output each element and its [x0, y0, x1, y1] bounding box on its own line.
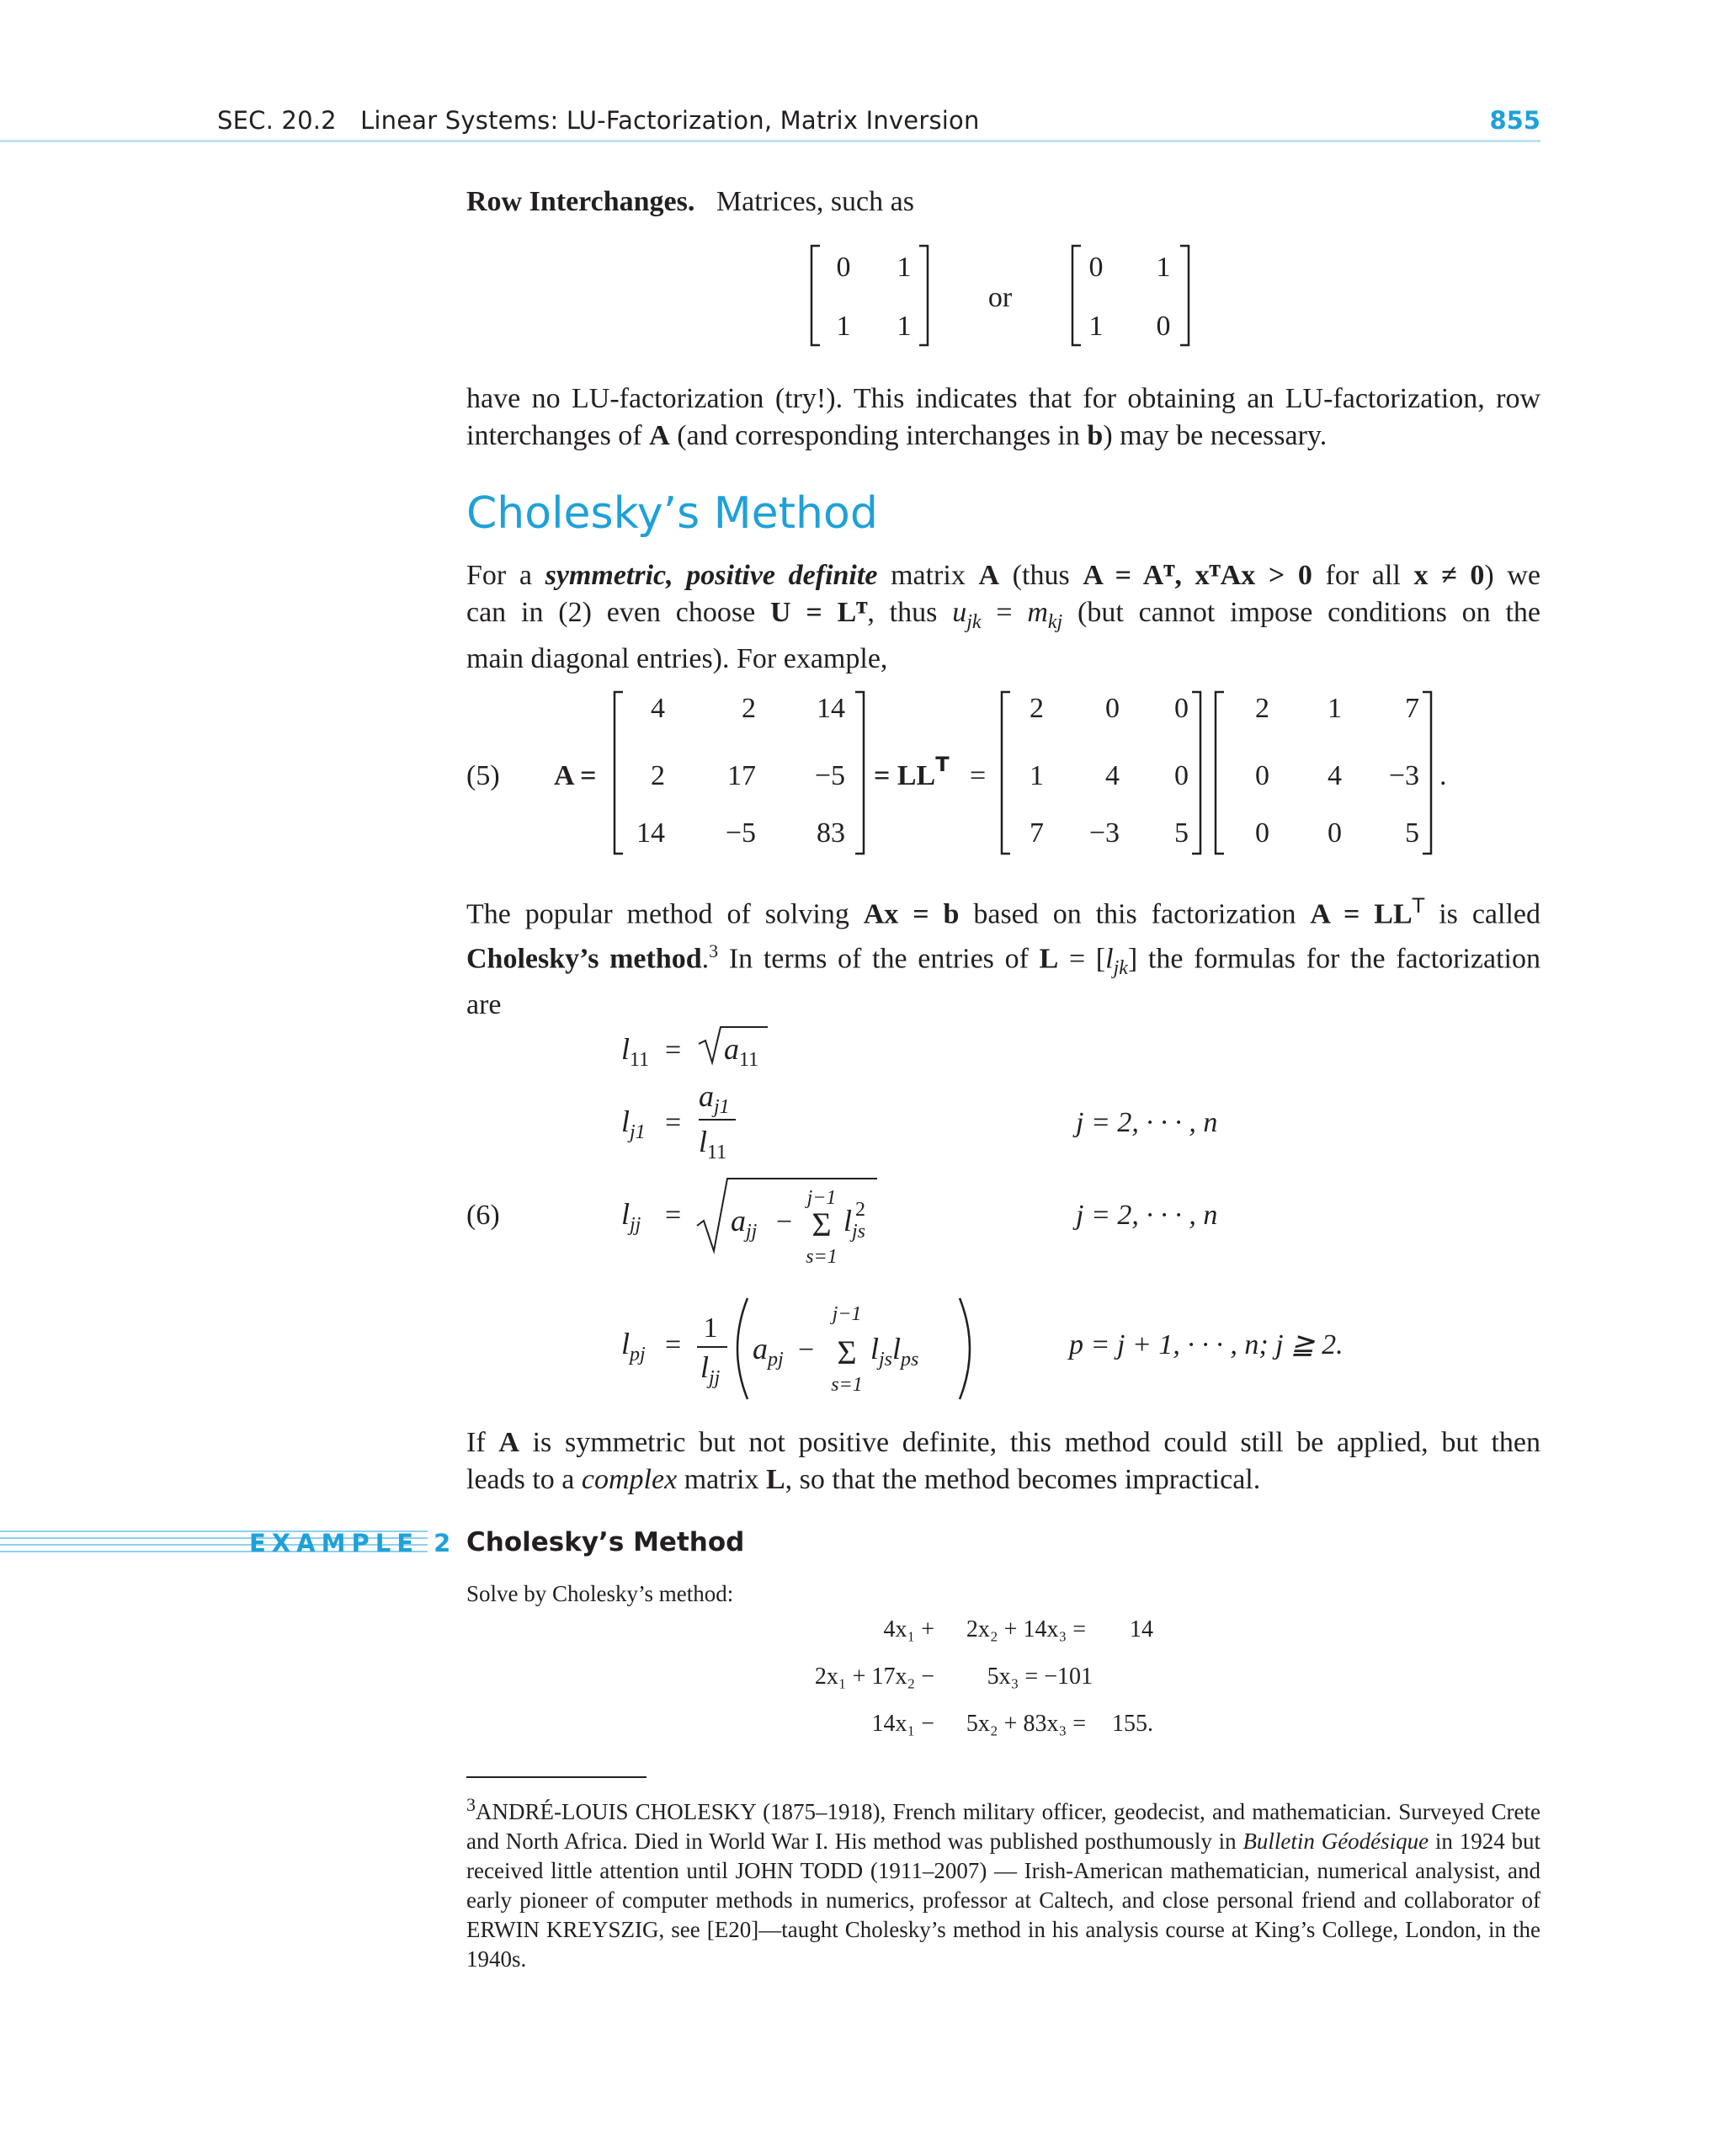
matrix-a-cell: 17: [727, 760, 756, 791]
f-lj1: $l_{j1}$: [621, 1105, 646, 1143]
matrix-l-cell: 5: [1174, 817, 1189, 849]
system-term: 2x₁ + 17x₂ −: [814, 1664, 934, 1690]
matrix-a: [636, 693, 845, 849]
example-intro: Solve by Cholesky’s method:: [466, 1581, 734, 1606]
matrix-a-cell: 2: [651, 760, 665, 791]
condition-1: j = 2, · · · , n: [1076, 1107, 1218, 1138]
equation-6-label: (6): [466, 1200, 500, 1231]
matrix-lt-cell: 0: [1255, 760, 1269, 791]
f-ljj: $l_{jj}$: [621, 1197, 641, 1236]
condition-3: p = j + 1, · · · , n; j ≧ 2.: [1069, 1329, 1344, 1360]
matrix-b-cell: 0: [1156, 311, 1171, 342]
matrix-l-cell: 7: [1030, 817, 1044, 849]
sigma-icon: Σ: [811, 1206, 832, 1243]
matrix-a-cell: −5: [814, 760, 845, 791]
matrix-l-cell: −3: [1088, 817, 1120, 849]
matrix-lt-cell: 1: [1328, 693, 1342, 724]
svg-text:2: 2: [855, 1199, 865, 1221]
svg-text:−: −: [776, 1206, 793, 1238]
f-ljs-sq: $l_{js}$: [843, 1204, 866, 1243]
sigma-icon: Σ: [837, 1334, 857, 1371]
matrix-a-cell: 14: [636, 817, 665, 849]
svg-text:=: =: [665, 1035, 682, 1066]
svg-text:−: −: [798, 1334, 815, 1365]
condition-2: j = 2, · · · , n: [1076, 1200, 1218, 1231]
eq5-equals: =: [970, 760, 987, 791]
cholesky-intro: For a symmetric, positive definite matrix A (thus A = Aᵀ, xᵀAx > 0 for all x ≠ 0) we can in (2) even choose U = Lᵀ, thus $u_{jk} = m_{kj}$ (but cannot impose conditions on the main diagonal entries). For example,: [466, 560, 1540, 674]
matrix-l-cell: 1: [1030, 760, 1044, 791]
matrix-l-cell: 0: [1174, 760, 1189, 791]
matrix-a-cell: 0: [836, 252, 851, 283]
f-ljj-den: $l_{jj}$: [700, 1350, 721, 1389]
f-ajj: $a_{jj}$: [731, 1204, 758, 1243]
matrix-a-cell: −5: [725, 817, 756, 849]
system-equations: [815, 1616, 1153, 1737]
svg-text:=: =: [665, 1107, 682, 1138]
example-matrices: [800, 241, 1204, 350]
matrix-lt-cell: 7: [1405, 693, 1419, 724]
f-ljs-lps: $l_{js}l_{ps}$: [870, 1332, 919, 1371]
system-term: 14x₁ −: [871, 1711, 934, 1737]
row-interchanges-paragraph: have no LU-factorization (try!). This indicates that for obtaining an LU-factorization, row interchanges of A (and corresponding interchanges in b) may be necessary.: [466, 383, 1540, 451]
cholesky-remark: If A is symmetric but not positive definite, this method could still be applied, but then leads to a complex matrix L, so that the method becomes impractical.: [466, 1427, 1540, 1495]
system-term: 14: [1130, 1616, 1153, 1642]
example-label: EXAMPLE 2: [249, 1529, 457, 1557]
matrix-l: [1030, 693, 1189, 849]
equation-5-label: (5): [466, 760, 500, 791]
sum-upper: j−1: [832, 1303, 862, 1325]
matrix-lt-cell: 4: [1328, 760, 1342, 791]
eq5-a: A =: [554, 760, 597, 791]
matrix-b-cell: 1: [1156, 252, 1171, 283]
matrix-a-cell: 14: [817, 693, 845, 724]
system-term: 2x₂ + 14x₃ =: [966, 1616, 1086, 1642]
f-a11: $a_{11}$: [724, 1032, 759, 1071]
row-interchanges-text: Matrices, such as: [716, 186, 914, 217]
matrix-lt-cell: 5: [1405, 817, 1419, 849]
section-title: Cholesky’s Method: [466, 488, 878, 539]
sum-upper: j−1: [806, 1187, 837, 1209]
row-interchanges-heading: Row Interchanges.: [466, 186, 695, 217]
eq5-period: .: [1439, 760, 1447, 791]
f-apj: $a_{pj}$: [753, 1332, 784, 1371]
matrix-lt: [1255, 693, 1419, 849]
matrix-b-cell: 0: [1088, 252, 1104, 283]
footnote-rule: [466, 1776, 646, 1778]
sum-lower: s=1: [831, 1374, 863, 1396]
matrix-l-cell: 2: [1030, 693, 1044, 724]
matrix-lt-cell: 0: [1255, 817, 1269, 849]
matrix-l-cell: 0: [1105, 693, 1120, 724]
row-interchanges-intro: [466, 184, 1540, 221]
matrix-a-cell: 1: [897, 252, 912, 283]
matrix-a-cell: 1: [897, 311, 912, 342]
system-term: 155.: [1112, 1711, 1153, 1737]
matrix-a-cell: 1: [836, 311, 851, 342]
matrix-lt-cell: 0: [1328, 817, 1342, 849]
f-l11-den: $l_{11}$: [699, 1125, 727, 1163]
svg-text:=: =: [665, 1200, 682, 1231]
header-section: SEC. 20.2: [217, 106, 337, 135]
or-text: or: [987, 282, 1013, 313]
footnote: $^3$ANDRÉ-LOUIS CHOLESKY (1875–1918), French military officer, geodecist, and mathematician. Surveyed Crete and North Africa. Died in World War I. His method was published posthumously in Bulletin Géodésique in 1924 but received little attention until JOHN TODD (1911–2007) — Irish-American mathematician, numerical analysist, and early pioneer of computer methods in numerics, professor at Caltech, and close personal friend and collaborator of ERWIN KREYSZIG, see [E20]—taught Cholesky’s method in his analysis course at King’s College, London, in the 1940s.: [466, 1794, 1540, 1972]
right-paren: [960, 1298, 970, 1399]
system-term: 4x₁ +: [883, 1616, 934, 1642]
matrix-l-cell: 0: [1174, 693, 1189, 724]
equation-5: [466, 689, 1477, 857]
eq5-ll: = $LL^T$: [874, 753, 950, 791]
system-term: 5x₂ + 83x₃ =: [966, 1711, 1086, 1737]
header-title: Linear Systems: LU-Factorization, Matrix Inversion: [360, 106, 980, 135]
f-l11: $l_{11}$: [621, 1032, 650, 1071]
f-aj1: $a_{j1}$: [699, 1079, 730, 1118]
linear-system: [814, 1616, 1195, 1743]
header-rule: [0, 140, 1540, 142]
cholesky-method-paragraph: The popular method of solving Ax = b based on this factorization $A = LL^T$ is called Cholesky’s method.$^3$ In terms of the entries of $L = [l_{jk}]$ the formulas for the factorization are: [466, 894, 1541, 1021]
matrix-a-cell: 2: [742, 693, 756, 724]
left-paren: [737, 1298, 748, 1399]
f-lpj: $l_{pj}$: [621, 1327, 646, 1365]
matrix-b-cell: 1: [1088, 311, 1104, 342]
sum-lower: s=1: [806, 1246, 838, 1268]
formulas-6: [466, 1007, 1540, 1403]
running-header: [217, 106, 980, 135]
matrix-l-cell: 4: [1105, 760, 1120, 791]
system-term: 5x₃ = −101: [987, 1664, 1093, 1690]
matrix-a-cell: 4: [651, 693, 665, 724]
page-number: 855: [1489, 106, 1540, 135]
matrix-lt-cell: 2: [1255, 693, 1269, 724]
svg-text:1: 1: [703, 1312, 718, 1344]
matrix-lt-cell: −3: [1388, 760, 1419, 791]
matrix-a-cell: 83: [817, 817, 845, 849]
svg-text:=: =: [665, 1329, 682, 1360]
example-title: Cholesky’s Method: [466, 1527, 745, 1557]
